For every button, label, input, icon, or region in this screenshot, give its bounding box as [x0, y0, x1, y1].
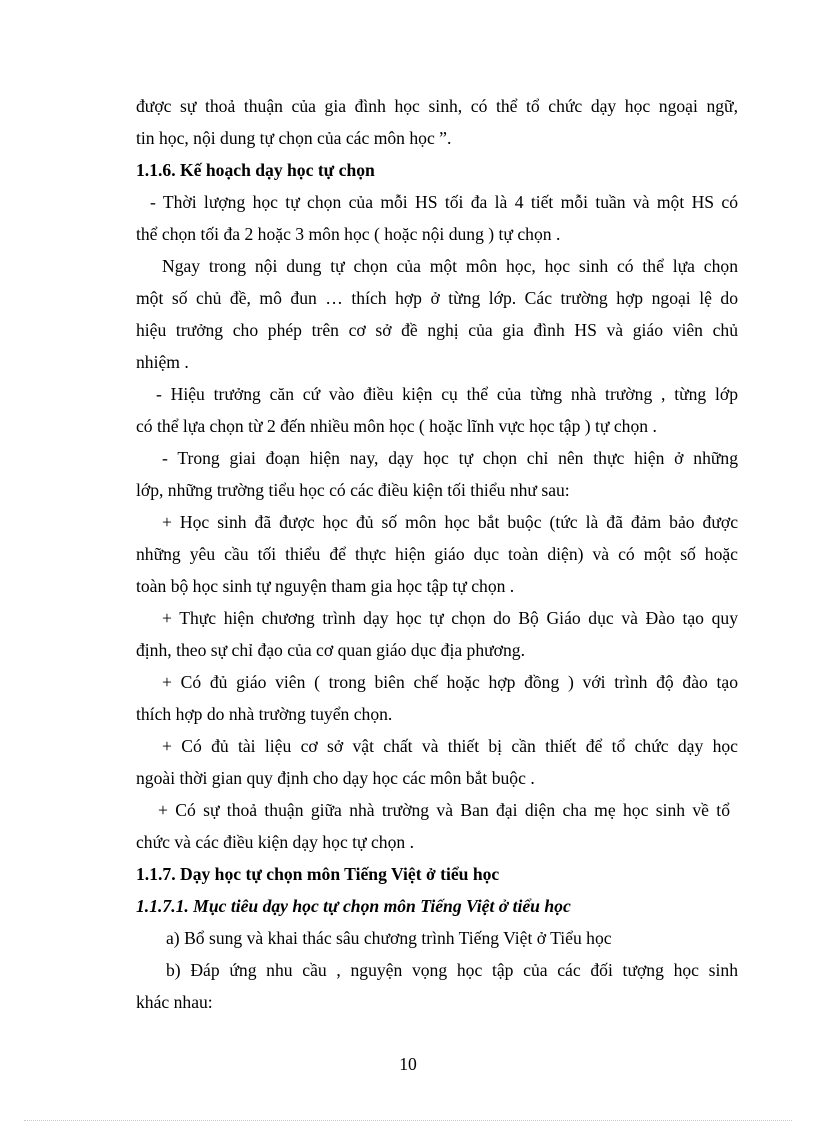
- section-heading: 1.1.6. Kế hoạch dạy học tự chọn: [136, 160, 375, 180]
- text-line: + Có đủ tài liệu cơ sở vật chất và thiết bị cần thiết để tổ chức dạy học: [162, 736, 738, 756]
- text-line: một số chủ đề, mô đun … thích hợp ở từng lớp. Các trường hợp ngoại lệ do: [136, 288, 738, 308]
- text-line: nhiệm .: [136, 352, 189, 372]
- subsection-heading: 1.1.7.1. Mục tiêu dạy học tự chọn môn Tiếng Việt ở tiểu học: [136, 896, 571, 916]
- text-line: chức và các điều kiện dạy học tự chọn .: [136, 832, 414, 852]
- text-line: thích hợp do nhà trường tuyển chọn.: [136, 704, 393, 724]
- text-line: tin học, nội dung tự chọn của các môn học ”.: [136, 128, 452, 148]
- text-line: lớp, những trường tiểu học có các điều kiện tối thiểu như sau:: [136, 480, 570, 500]
- text-line: những yêu cầu tối thiểu để thực hiện giáo dục toàn diện) và có một số hoặc: [136, 544, 738, 564]
- text-line: ngoài thời gian quy định cho dạy học các môn bắt buộc .: [136, 768, 535, 788]
- section-heading: 1.1.7. Dạy học tự chọn môn Tiếng Việt ở tiểu học: [136, 864, 500, 884]
- text-line: định, theo sự chỉ đạo của cơ quan giáo dục địa phương.: [136, 640, 525, 660]
- text-line: + Thực hiện chương trình dạy học tự chọn do Bộ Giáo dục và Đào tạo quy: [162, 608, 738, 628]
- text-line: - Trong giai đoạn hiện nay, dạy học tự chọn chỉ nên thực hiện ở những: [162, 448, 738, 468]
- text-line: toàn bộ học sinh tự nguyện tham gia học tập tự chọn .: [136, 576, 515, 596]
- text-line: thể chọn tối đa 2 hoặc 3 môn học ( hoặc nội dung ) tự chọn .: [136, 224, 561, 244]
- text-line: hiệu trưởng cho phép trên cơ sở đề nghị của gia đình HS và giáo viên chủ: [136, 320, 738, 340]
- text-line: a) Bổ sung và khai thác sâu chương trình Tiếng Việt ở Tiểu học: [166, 928, 612, 948]
- page-number: 10: [399, 1054, 417, 1074]
- page-bottom-divider: [24, 1120, 792, 1121]
- text-line: + Có đủ giáo viên ( trong biên chế hoặc hợp đồng ) với trình độ đào tạo: [162, 672, 738, 692]
- text-line: - Hiệu trưởng căn cứ vào điều kiện cụ thể của từng nhà trường , từng lớp: [156, 384, 738, 404]
- text-line: có thể lựa chọn từ 2 đến nhiều môn học ( hoặc lĩnh vực học tập ) tự chọn .: [136, 416, 657, 436]
- text-line: b) Đáp ứng nhu cầu , nguyện vọng học tập của các đối tượng học sinh: [166, 960, 738, 980]
- text-line: + Có sự thoả thuận giữa nhà trường và Ban đại diện cha mẹ học sinh về tổ: [158, 800, 730, 820]
- text-line: Ngay trong nội dung tự chọn của một môn học, học sinh có thể lựa chọn: [162, 256, 738, 276]
- text-line: khác nhau:: [136, 992, 213, 1012]
- text-line: + Học sinh đã được học đủ số môn học bắt buộc (tức là đã đảm bảo được: [162, 512, 738, 532]
- text-line: được sự thoả thuận của gia đình học sinh, có thể tổ chức dạy học ngoại ngữ,: [136, 96, 738, 116]
- text-line: - Thời lượng học tự chọn của mỗi HS tối đa là 4 tiết mỗi tuần và một HS có: [150, 192, 738, 212]
